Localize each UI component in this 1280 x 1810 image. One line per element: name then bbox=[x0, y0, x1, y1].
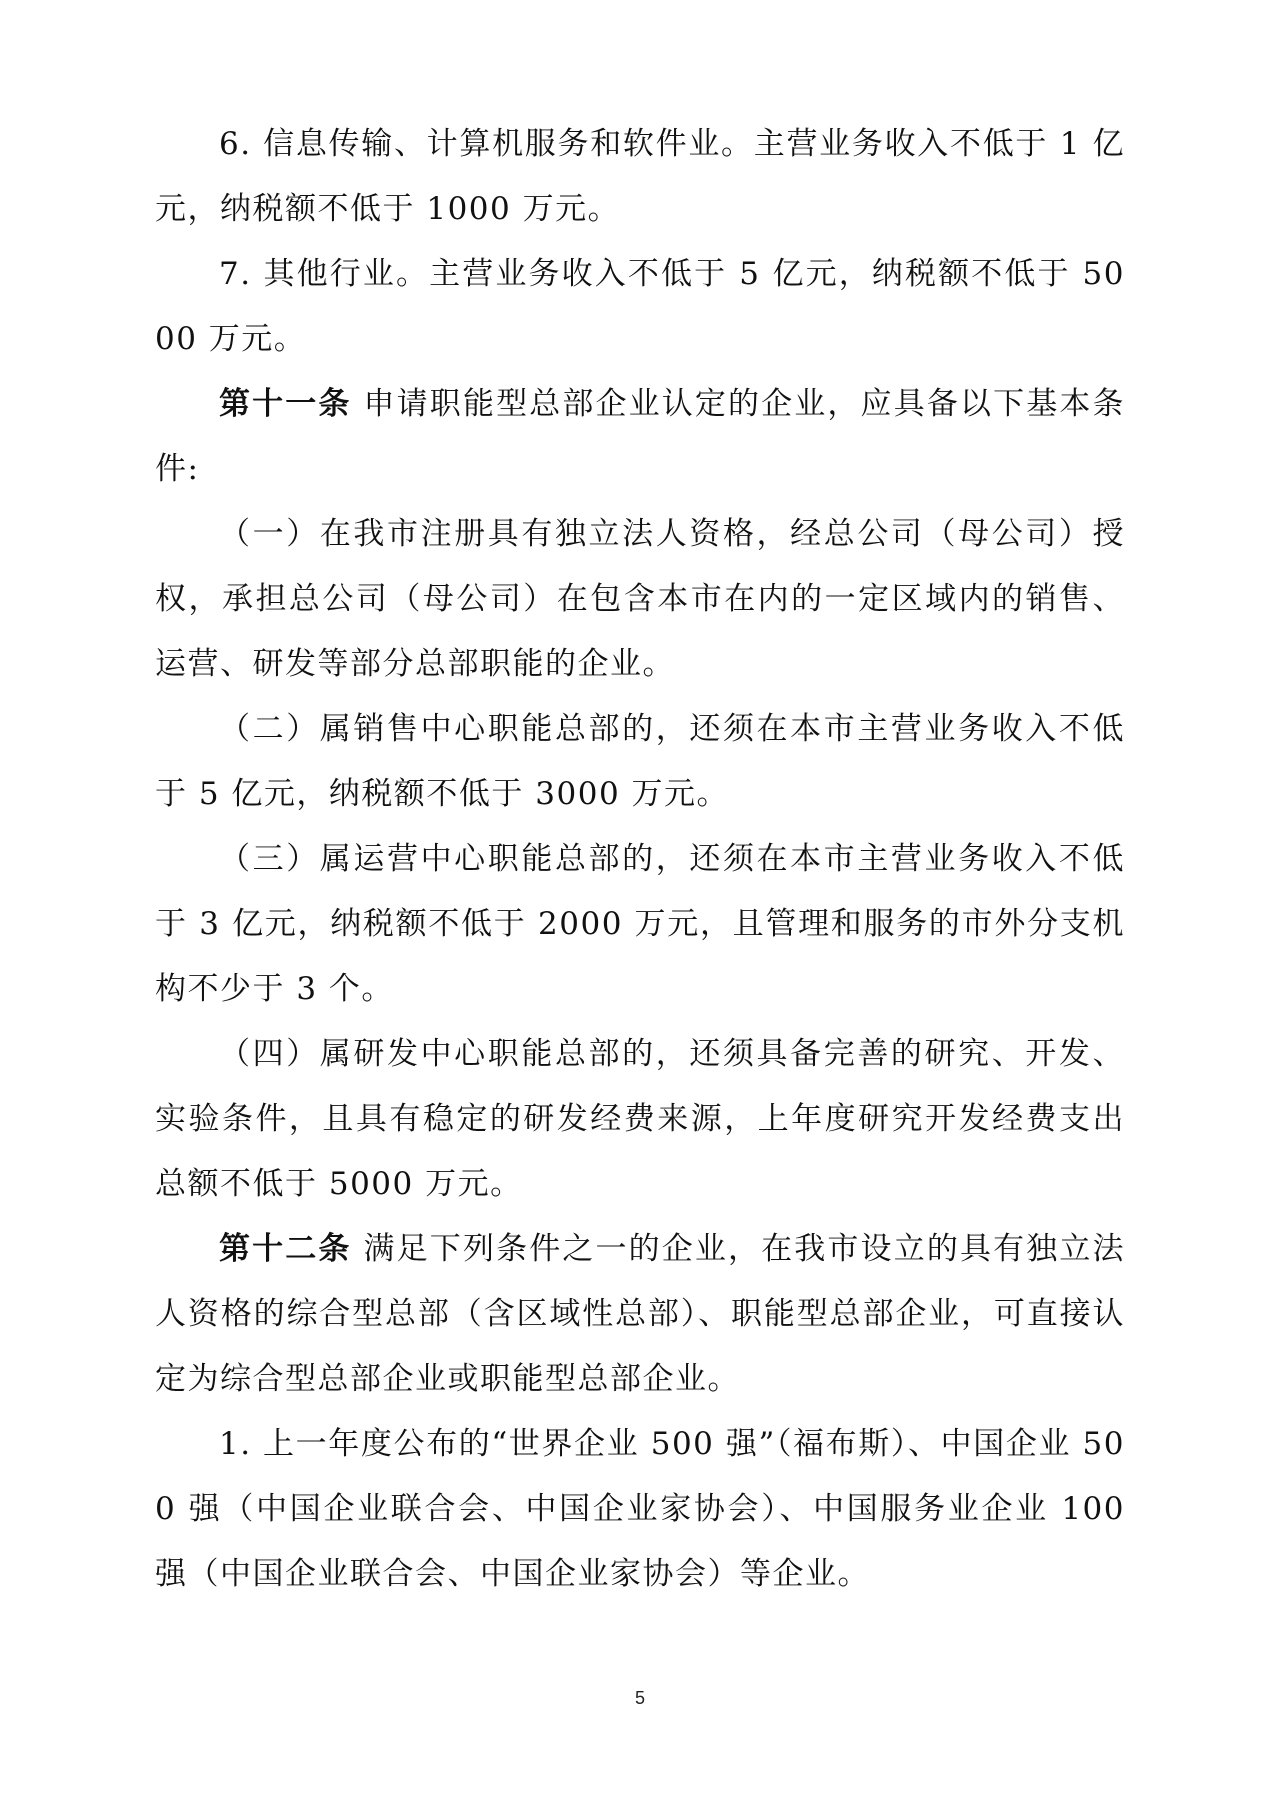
paragraph-text: 6. 信息传输、计算机服务和软件业。主营业务收入不低于 1 亿元，纳税额不低于 1000 万元。 bbox=[155, 126, 1125, 227]
paragraph-text: （四）属研发中心职能总部的，还须具备完善的研究、开发、实验条件，且具有稳定的研发经费来源，上年度研究开发经费支出总额不低于 5000 万元。 bbox=[155, 1036, 1125, 1202]
paragraph-text: （一）在我市注册具有独立法人资格，经总公司（母公司）授权，承担总公司（母公司）在包含本市在内的一定区域内的销售、运营、研发等部分总部职能的企业。 bbox=[155, 516, 1125, 682]
document-body bbox=[155, 112, 1125, 1607]
page-number: 5 bbox=[634, 1688, 645, 1708]
article-title: 第十一条 bbox=[219, 386, 352, 422]
paragraph-text: 1. 上一年度公布的“世界企业 500 强”（福布斯）、中国企业 500 强（中国企业联合会、中国企业家协会）、中国服务业企业 100 强（中国企业联合会、中国企业家协会）等企业。 bbox=[155, 1426, 1125, 1592]
article-11 bbox=[155, 372, 1125, 502]
paragraph-text: 满足下列条件之一的企业，在我市设立的具有独立法人资格的综合型总部（含区域性总部）、职能型总部企业，可直接认定为综合型总部企业或职能型总部企业。 bbox=[155, 1231, 1125, 1397]
article-11-clause-3 bbox=[155, 827, 1125, 1022]
article-12 bbox=[155, 1217, 1125, 1412]
article-11-clause-2 bbox=[155, 697, 1125, 827]
paragraph-item-6 bbox=[155, 112, 1125, 242]
article-11-clause-4 bbox=[155, 1022, 1125, 1217]
article-12-item-1 bbox=[155, 1412, 1125, 1607]
paragraph-text: （三）属运营中心职能总部的，还须在本市主营业务收入不低于 3 亿元，纳税额不低于 2000 万元，且管理和服务的市外分支机构不少于 3 个。 bbox=[155, 841, 1125, 1007]
article-title: 第十二条 bbox=[219, 1231, 352, 1267]
paragraph-text: 申请职能型总部企业认定的企业，应具备以下基本条件: bbox=[155, 386, 1125, 487]
paragraph-item-7 bbox=[155, 242, 1125, 372]
paragraph-text: （二）属销售中心职能总部的，还须在本市主营业务收入不低于 5 亿元，纳税额不低于 3000 万元。 bbox=[155, 711, 1125, 812]
article-11-clause-1 bbox=[155, 502, 1125, 697]
paragraph-text: 7. 其他行业。主营业务收入不低于 5 亿元，纳税额不低于 5000 万元。 bbox=[155, 256, 1125, 357]
